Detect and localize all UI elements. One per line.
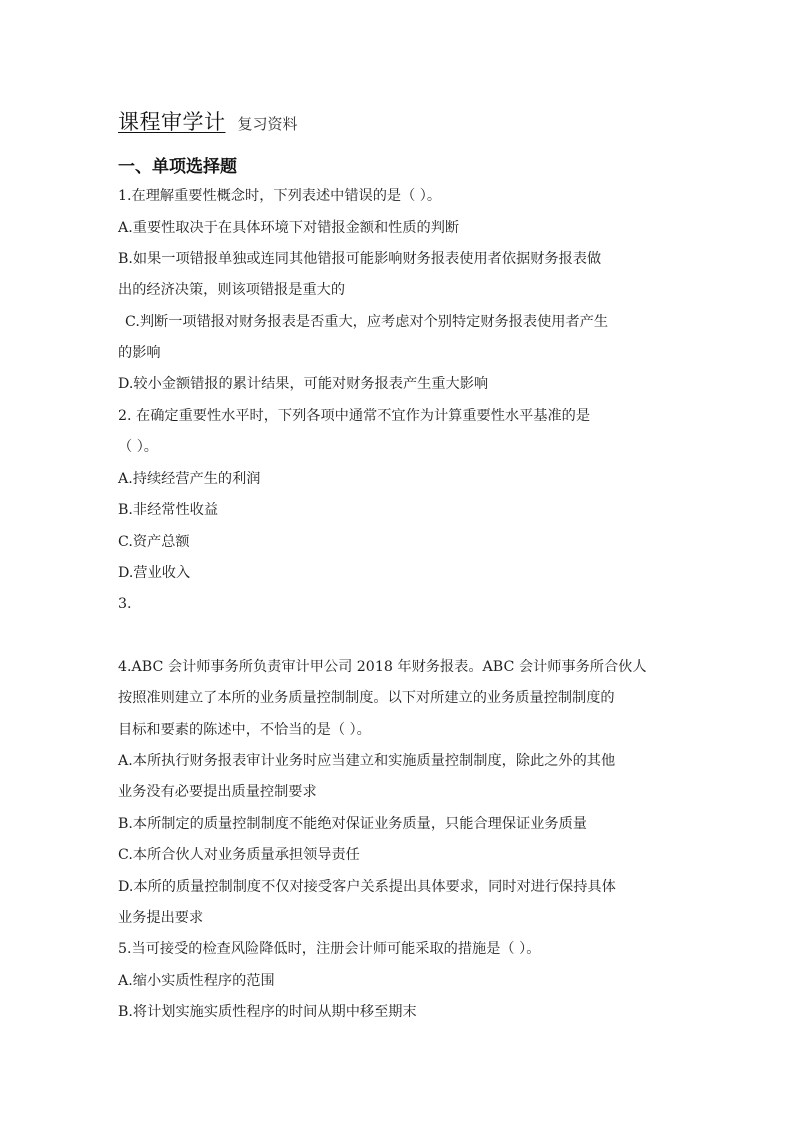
question-1-option-d: D.较小金额错报的累计结果，可能对财务报表产生重大影响 (118, 376, 489, 392)
question-2-option-c: C.资产总额 (118, 534, 190, 550)
question-4-option-c: C.本所合伙人对业务质量承担领导责任 (118, 847, 360, 863)
question-4-stem-cont-1: 按照准则建立了本所的业务质量控制制度。以下对所建立的业务质量控制制度的 (118, 690, 615, 706)
question-4-option-a-cont: 业务没有必要提出质量控制要求 (118, 784, 317, 800)
question-5-option-a: A.缩小实质性程序的范围 (118, 973, 275, 989)
question-1-option-c: C.判断一项错报对财务报表是否重大，应考虑对个别特定财务报表使用者产生 (125, 314, 609, 330)
question-5-option-b: B.将计划实施实质性程序的时间从期中移至期末 (118, 1004, 417, 1020)
question-3-stem: 3. (118, 596, 132, 612)
course-title: 课程审学计 (118, 110, 226, 134)
question-2-option-b: B.非经常性收益 (118, 502, 219, 518)
question-5-stem: 5.当可接受的检查风险降低时，注册会计师可能采取的措施是（ ）。 (118, 941, 541, 957)
question-1-option-b-cont: 出的经济决策，则该项错报是重大的 (118, 282, 346, 298)
question-4-option-b: B.本所制定的质量控制制度不能绝对保证业务质量，只能合理保证业务质量 (118, 816, 587, 832)
question-4-option-d-cont: 业务提出要求 (118, 910, 204, 926)
question-2-stem: 2. 在确定重要性水平时，下列各项中通常不宜作为计算重要性水平基准的是 (118, 408, 591, 424)
section-heading-single-choice: 一、单项选择题 (118, 157, 237, 177)
question-2-option-a: A.持续经营产生的利润 (118, 471, 261, 487)
question-1-option-b: B.如果一项错报单独或连同其他错报可能影响财务报表使用者依据财务报表做 (118, 251, 602, 267)
question-4-stem: 4.ABC 会计师事务所负责审计甲公司 2018 年财务报表。ABC 会计师事务所合伙人 (118, 659, 647, 675)
review-material-label: 复习资料 (237, 115, 298, 133)
question-2-option-d: D.营业收入 (118, 565, 191, 581)
question-4-stem-cont-2: 目标和要素的陈述中，不恰当的是（ ）。 (118, 722, 371, 738)
question-4-option-d: D.本所的质量控制制度不仅对接受客户关系提出具体要求，同时对进行保持具体 (118, 879, 616, 895)
question-4-option-a: A.本所执行财务报表审计业务时应当建立和实施质量控制制度，除此之外的其他 (118, 753, 616, 769)
question-1-stem: 1.在理解重要性概念时，下列表述中错误的是（ ）。 (118, 188, 442, 204)
question-1-option-a: A.重要性取决于在具体环境下对错报金额和性质的判断 (118, 220, 460, 236)
question-1-option-c-cont: 的影响 (118, 345, 161, 361)
question-2-stem-cont: （ ）。 (118, 439, 158, 455)
document-title (118, 106, 298, 136)
